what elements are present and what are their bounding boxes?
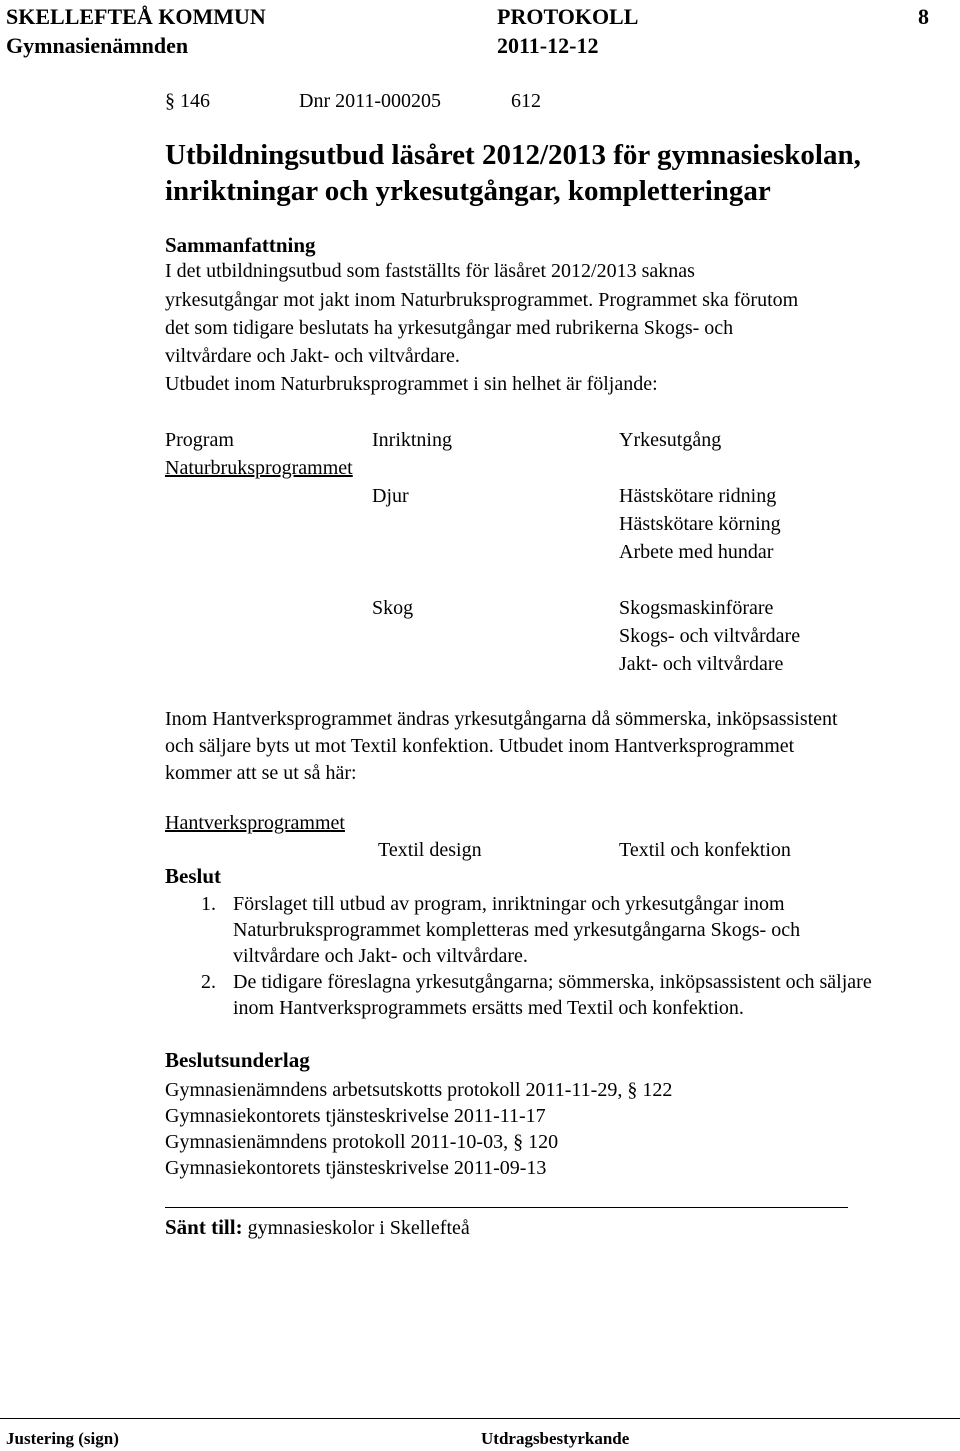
table-yrkesutgang: Hästskötare ridning (619, 485, 777, 507)
summary-line: I det utbildningsutbud som fastställts för läsåret 2012/2013 saknas (165, 260, 695, 282)
decision-item-line: viltvårdare och Jakt- och viltvårdare. (233, 945, 528, 967)
separator-line (165, 1207, 848, 1208)
basis-heading: Beslutsunderlag (165, 1048, 310, 1072)
sent-to-label: Sänt till: (165, 1215, 243, 1239)
basis-line: Gymnasienämndens protokoll 2011-10-03, § 120 (165, 1131, 559, 1153)
case-paragraph: § 146 (165, 90, 210, 112)
case-code: 612 (511, 90, 541, 112)
header-page-number: 8 (918, 4, 929, 29)
hantverk-line: kommer att se ut så här: (165, 762, 357, 784)
table-header-inriktning: Inriktning (372, 429, 452, 451)
decision-item-line: inom Hantverksprogrammets ersätts med Textil och konfektion. (233, 997, 744, 1019)
footer-justering: Justering (sign) (6, 1429, 119, 1448)
page-title-line-2: inriktningar och yrkesutgångar, kompletteringar (165, 175, 771, 207)
summary-heading: Sammanfattning (165, 233, 316, 257)
decision-item-line: Förslaget till utbud av program, inriktningar och yrkesutgångar inom (233, 893, 785, 915)
basis-line: Gymnasiekontorets tjänsteskrivelse 2011-09-13 (165, 1157, 547, 1179)
footer-utdragsbestyrkande: Utdragsbestyrkande (481, 1429, 630, 1448)
table-inriktning: Djur (372, 485, 409, 507)
decision-item-number: 1. (201, 893, 216, 915)
hantverk-inriktning: Textil design (378, 839, 482, 861)
table-yrkesutgang: Arbete med hundar (619, 541, 774, 563)
decision-item-line: De tidigare föreslagna yrkesutgångarna; sömmerska, inköpsassistent och säljare (233, 971, 872, 993)
header-doc-type: PROTOKOLL (497, 4, 639, 29)
sent-to (165, 1214, 470, 1241)
table-yrkesutgang: Hästskötare körning (619, 513, 781, 535)
table-header-program: Program (165, 429, 234, 451)
hantverk-yrkesutgang: Textil och konfektion (619, 839, 791, 861)
table-inriktning: Skog (372, 597, 414, 619)
hantverk-program-name: Hantverksprogrammet (165, 812, 345, 834)
basis-line: Gymnasienämndens arbetsutskotts protokoll 2011-11-29, § 122 (165, 1079, 673, 1101)
table-header-yrkesutgang: Yrkesutgång (619, 429, 722, 451)
decision-item-line: Naturbruksprogrammet kompletteras med yrkesutgångarna Skogs- och (233, 919, 801, 941)
case-dnr: Dnr 2011-000205 (299, 90, 442, 112)
sent-to-value: gymnasieskolor i Skellefteå (247, 1217, 470, 1239)
summary-line: yrkesutgångar mot jakt inom Naturbruksprogrammet. Programmet ska förutom (165, 289, 799, 311)
table-program-name: Naturbruksprogrammet (165, 457, 353, 479)
header-org: SKELLEFTEÅ KOMMUN (6, 4, 266, 29)
table-yrkesutgang: Skogsmaskinförare (619, 597, 774, 619)
summary-line: Utbudet inom Naturbruksprogrammet i sin helhet är följande: (165, 373, 658, 395)
hantverk-line: och säljare byts ut mot Textil konfektion. Utbudet inom Hantverksprogrammet (165, 735, 795, 757)
basis-line: Gymnasiekontorets tjänsteskrivelse 2011-11-17 (165, 1105, 546, 1127)
summary-line: viltvårdare och Jakt- och viltvårdare. (165, 345, 460, 367)
hantverk-line: Inom Hantverksprogrammet ändras yrkesutgångarna då sömmerska, inköpsassistent (165, 708, 838, 730)
page-title-line-1: Utbildningsutbud läsåret 2012/2013 för gymnasieskolan, (165, 139, 861, 171)
decision-item-number: 2. (201, 971, 216, 993)
footer-rule (0, 1418, 960, 1419)
table-yrkesutgang: Skogs- och viltvårdare (619, 625, 801, 647)
header-date: 2011-12-12 (497, 33, 599, 58)
header-committee: Gymnasienämnden (6, 33, 189, 58)
table-yrkesutgang: Jakt- och viltvårdare (619, 653, 784, 675)
summary-line: det som tidigare beslutats ha yrkesutgångar med rubrikerna Skogs- och (165, 317, 734, 339)
decision-heading: Beslut (165, 864, 222, 888)
